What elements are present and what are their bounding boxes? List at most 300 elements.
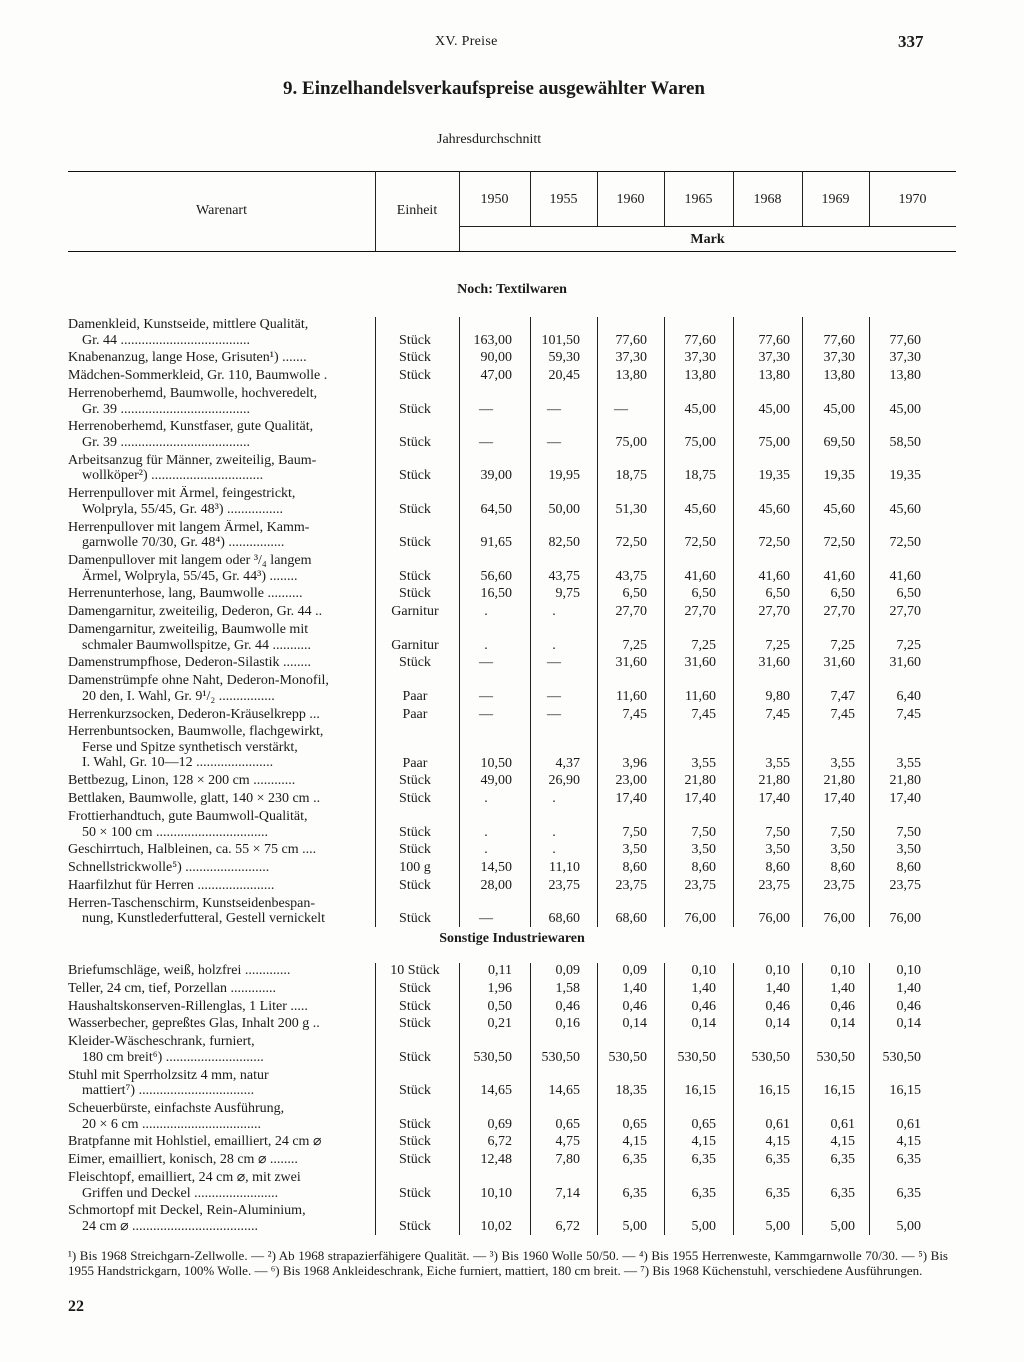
row-label-line: garnwolle 70/30, Gr. 48⁴) ................	[82, 535, 285, 551]
table-cell-value: 72,50	[684, 535, 716, 551]
table-cell-value: .	[552, 791, 556, 807]
table-row-label	[68, 368, 370, 384]
column-divider	[802, 963, 803, 1235]
table-cell-unit: Garnitur	[391, 604, 439, 620]
table-cell-value: 7,45	[622, 706, 647, 722]
table-cell-value: 4,15	[896, 1134, 921, 1150]
table-cell-value: —	[479, 911, 493, 927]
row-label-line: nung, Kunstlederfutteral, Gestell vernickelt	[82, 911, 325, 927]
table-cell-value: 6,35	[622, 1152, 647, 1168]
table-cell-value: —	[547, 401, 561, 417]
table-cell-value: 6,72	[487, 1134, 512, 1150]
row-label-line: Herrenunterhose, lang, Baumwolle ..........	[68, 586, 303, 602]
table-cell-value: 41,60	[823, 568, 855, 584]
table-cell-value: 23,00	[615, 773, 647, 789]
table-cell-value: 0,11	[488, 963, 512, 978]
table-cell-value: 1,40	[622, 980, 647, 996]
column-divider	[459, 317, 460, 927]
table-cell-value: 3,55	[830, 755, 855, 771]
table-row-label	[68, 553, 370, 584]
column-divider	[375, 317, 376, 927]
table-cell-unit: Stück	[399, 655, 431, 671]
table-cell-value: 5,00	[691, 1219, 716, 1234]
row-label-line: Gr. 44 .....................................	[82, 332, 250, 348]
row-label-line: Wasserbecher, gepreßtes Glas, Inhalt 200 g ..	[68, 1016, 320, 1032]
table-cell-value: 8,60	[896, 860, 921, 876]
table-cell-unit: Stück	[399, 368, 431, 384]
table-cell-unit: Stück	[399, 998, 431, 1014]
table-cell-value: 21,80	[889, 773, 921, 789]
row-label-line: Mädchen-Sommerkleid, Gr. 110, Baumwolle .	[68, 368, 328, 384]
column-divider	[733, 317, 734, 927]
table-row-label	[68, 419, 370, 450]
table-cell-value: 0,61	[896, 1116, 921, 1132]
table-cell-value: .	[484, 824, 488, 840]
table-cell-value: 23,75	[758, 878, 790, 893]
table-cell-value: 7,14	[555, 1185, 580, 1201]
table-cell-value: 6,50	[622, 586, 647, 602]
table-cell-unit: Stück	[399, 1152, 431, 1168]
table-cell-value: 43,75	[548, 568, 580, 584]
table-cell-value: 5,00	[830, 1219, 855, 1234]
table-cell-value: 28,00	[480, 878, 512, 893]
table-cell-value: 8,60	[691, 860, 716, 876]
row-label-line: 180 cm breit⁶) ............................	[82, 1049, 264, 1065]
column-divider	[597, 963, 598, 1235]
row-label-line: Herren-Taschenschirm, Kunstseidenbespan-	[68, 895, 316, 911]
table-cell-value: 16,15	[889, 1083, 921, 1099]
table-cell-value: 6,35	[830, 1152, 855, 1168]
table-cell-value: 3,50	[765, 842, 790, 858]
table-cell-value: 72,50	[758, 535, 790, 551]
table-cell-unit: Stück	[399, 350, 431, 366]
table-row-label	[68, 604, 370, 620]
row-label-line: Knabenanzug, lange Hose, Grisuten¹) .......	[68, 350, 307, 366]
table-cell-value: 530,50	[677, 1049, 716, 1065]
table-cell-value: 3,50	[622, 842, 647, 858]
table-row-label	[68, 1016, 370, 1032]
table-cell-unit: Paar	[402, 755, 428, 771]
row-label-line: Griffen und Deckel ........................	[82, 1185, 279, 1201]
table-cell-value: 76,00	[889, 911, 921, 927]
table-row-label	[68, 1170, 370, 1201]
row-label-line: Scheuerbürste, einfachste Ausführung,	[68, 1101, 285, 1116]
table-cell-value: 77,60	[758, 332, 790, 348]
table-cell-value: 13,80	[823, 368, 855, 384]
row-label-line: Bettbezug, Linon, 128 × 200 cm ............	[68, 773, 296, 789]
table-cell-value: 12,48	[480, 1152, 512, 1168]
column-divider	[869, 963, 870, 1235]
table-cell-unit: Stück	[399, 1185, 431, 1201]
row-label-line: Ferse und Spitze synthetisch verstärkt,	[82, 739, 298, 755]
table-cell-value: 530,50	[608, 1049, 647, 1065]
table-cell-value: 75,00	[758, 435, 790, 450]
table-row-label	[68, 809, 370, 840]
table-cell-value: .	[552, 842, 556, 858]
table-cell-value: 11,10	[549, 860, 580, 876]
table-cell-unit: Stück	[399, 878, 431, 893]
table-cell-value: 6,35	[622, 1185, 647, 1201]
table-cell-value: 0,16	[555, 1016, 580, 1032]
table-cell-value: 21,80	[684, 773, 716, 789]
table-cell-value: 0,46	[896, 998, 921, 1014]
table-cell-value: 27,70	[758, 604, 790, 620]
table-row-label	[68, 981, 370, 997]
table-cell-value: 8,60	[765, 860, 790, 876]
table-cell-value: 76,00	[684, 911, 716, 927]
table-cell-value: 45,60	[684, 501, 716, 517]
table-cell-value: 58,50	[889, 435, 921, 450]
table-row-label	[68, 773, 370, 789]
table-cell-value: 68,60	[615, 911, 647, 927]
table-cell-value: 11,60	[685, 688, 716, 704]
row-label-line: wollköper²) ................................	[82, 468, 264, 484]
table-row-label	[68, 878, 370, 894]
table-cell-value: 37,30	[684, 350, 716, 366]
table-cell-value: 72,50	[615, 535, 647, 551]
table-cell-value: 4,15	[765, 1134, 790, 1150]
table-cell-value: 530,50	[816, 1049, 855, 1065]
table-cell-value: 82,50	[548, 535, 580, 551]
table-cell-value: 27,70	[823, 604, 855, 620]
row-label-line: 20 × 6 cm ..................................	[82, 1116, 261, 1132]
table-row-label	[68, 586, 370, 602]
table-cell-value: 7,50	[896, 824, 921, 840]
table-cell-value: 6,40	[896, 688, 921, 704]
table-cell-value: 0,14	[896, 1016, 921, 1032]
table-row-label	[68, 486, 370, 517]
table-cell-unit: Stück	[399, 332, 431, 348]
table-cell-unit: Stück	[399, 1134, 431, 1150]
table-cell-unit: Stück	[399, 1219, 431, 1234]
table-cell-unit: Stück	[399, 773, 431, 789]
table-cell-value: 14,65	[548, 1083, 580, 1099]
row-label-line: Herrenpullover mit Ärmel, feingestrickt,	[68, 486, 296, 502]
table-cell-value: 10,50	[480, 755, 512, 771]
table-cell-unit: Stück	[399, 1016, 431, 1032]
table-cell-unit: Stück	[399, 842, 431, 858]
section-title: Noch: Textilwaren	[457, 282, 567, 297]
table-cell-unit: Stück	[399, 911, 431, 927]
row-label-line: Wolpryla, 55/45, Gr. 48³) ................	[82, 501, 283, 517]
row-label-line: 24 cm ⌀ ....................................	[82, 1218, 259, 1234]
table-cell-value: 7,25	[896, 637, 921, 653]
table-subtitle: Jahresdurchschnitt	[437, 132, 542, 147]
table-cell-value: 75,00	[615, 435, 647, 450]
row-label-line: Fleischtopf, emailliert, 24 cm ⌀, mit zwei	[68, 1170, 301, 1185]
table-cell-value: 13,80	[889, 368, 921, 384]
table-cell-value: 7,25	[830, 637, 855, 653]
table-cell-value: 31,60	[758, 655, 790, 671]
table-cell-value: 7,25	[765, 637, 790, 653]
row-label-line: I. Wahl, Gr. 10—12 ......................	[82, 755, 274, 771]
column-header-year: 1955	[549, 192, 578, 207]
table-cell-value: 0,10	[691, 963, 716, 978]
section-title: Sonstige Industriewaren	[439, 931, 585, 946]
row-label-line: 50 × 100 cm ................................	[82, 824, 268, 840]
table-row-label	[68, 1152, 370, 1168]
table-cell-value: 11,60	[616, 688, 647, 704]
table-row-label	[68, 453, 370, 484]
table-cell-unit: Stück	[399, 791, 431, 807]
table-cell-value: 39,00	[480, 468, 512, 484]
table-cell-value: 3,55	[765, 755, 790, 771]
column-header-year: 1969	[821, 192, 850, 207]
table-cell-value: .	[552, 637, 556, 653]
table-cell-value: 91,65	[480, 535, 512, 551]
table-cell-value: 9,80	[765, 688, 790, 704]
table-cell-value: —	[479, 655, 493, 671]
column-divider	[664, 317, 665, 927]
table-cell-value: .	[484, 842, 488, 858]
table-cell-value: 7,47	[830, 688, 855, 704]
table-cell-value: 18,75	[615, 468, 647, 484]
table-cell-value: 45,00	[889, 401, 921, 417]
table-cell-value: 7,25	[622, 637, 647, 653]
table-row-label	[68, 1034, 370, 1065]
table-cell-value: 41,60	[758, 568, 790, 584]
table-cell-value: 4,75	[555, 1134, 580, 1150]
table-cell-value: 13,80	[615, 368, 647, 384]
table-cell-value: 21,80	[758, 773, 790, 789]
table-cell-value: 50,00	[548, 501, 580, 517]
table-cell-value: 10,10	[480, 1185, 512, 1201]
table-cell-value: 4,15	[691, 1134, 716, 1150]
table-cell-value: 0,46	[622, 998, 647, 1014]
table-cell-unit: Stück	[399, 501, 431, 517]
table-cell-value: 0,14	[765, 1016, 790, 1032]
row-label-line: Briefumschläge, weiß, holzfrei .............	[68, 963, 291, 978]
table-cell-value: 7,50	[691, 824, 716, 840]
table-cell-unit: Stück	[399, 1083, 431, 1099]
row-label-line: Stuhl mit Sperrholzsitz 4 mm, natur	[68, 1067, 269, 1083]
table-cell-value: 530,50	[751, 1049, 790, 1065]
table-row-label	[68, 655, 370, 671]
table-row-label	[68, 1134, 370, 1150]
table-cell-unit: Stück	[399, 568, 431, 584]
table-cell-value: 17,40	[615, 791, 647, 807]
table-cell-value: 17,40	[684, 791, 716, 807]
table-cell-value: 1,58	[555, 980, 580, 996]
column-header-year: 1950	[480, 192, 509, 207]
table-row-label	[68, 999, 370, 1015]
table-cell-value: 1,96	[487, 980, 512, 996]
row-label-line: Bettlaken, Baumwolle, glatt, 140 × 230 cm ..	[68, 791, 321, 807]
table-cell-value: 0,65	[691, 1116, 716, 1132]
table-cell-value: 0,46	[555, 998, 580, 1014]
table-cell-value: .	[484, 791, 488, 807]
table-cell-value: 0,50	[487, 998, 512, 1014]
table-cell-value: 3,96	[622, 755, 647, 771]
table-cell-value: 6,50	[896, 586, 921, 602]
page-number: 337	[898, 32, 924, 51]
table-cell-value: 41,60	[889, 568, 921, 584]
table-cell-value: 45,00	[823, 401, 855, 417]
table-row-label	[68, 317, 370, 348]
table-cell-value: 45,60	[758, 501, 790, 517]
row-label-line: Eimer, emailliert, konisch, 28 cm ⌀ ........	[68, 1152, 298, 1168]
table-cell-value: 16,15	[684, 1083, 716, 1099]
table-cell-value: 23,75	[889, 878, 921, 893]
row-label-line: Geschirrtuch, Halbleinen, ca. 55 × 75 cm ....	[68, 842, 317, 858]
table-cell-value: 530,50	[473, 1049, 512, 1065]
column-divider	[733, 963, 734, 1235]
table-cell-value: 0,65	[555, 1116, 580, 1132]
table-cell-unit: Paar	[402, 688, 428, 704]
table-cell-value: 37,30	[758, 350, 790, 366]
table-cell-value: 77,60	[823, 332, 855, 348]
row-label-line: mattiert⁷) .................................	[82, 1083, 255, 1099]
table-cell-value: 5,00	[896, 1219, 921, 1234]
table-cell-value: 21,80	[823, 773, 855, 789]
table-cell-value: 1,40	[765, 980, 790, 996]
table-cell-value: 0,69	[487, 1116, 512, 1132]
column-header-year: 1968	[753, 192, 782, 207]
table-cell-value: 6,72	[555, 1219, 580, 1234]
table-cell-value: —	[479, 401, 493, 417]
row-label-line: Damengarnitur, zweiteilig, Baumwolle mit	[68, 622, 309, 637]
table-cell-value: 7,45	[896, 706, 921, 722]
table-cell-unit: Stück	[399, 435, 431, 450]
table-cell-value: 4,15	[830, 1134, 855, 1150]
table-cell-value: 17,40	[758, 791, 790, 807]
row-label-line: Bratpfanne mit Hohlstiel, emailliert, 24 cm ⌀	[68, 1134, 322, 1150]
table-cell-value: 6,35	[765, 1152, 790, 1168]
table-cell-value: 68,60	[548, 911, 580, 927]
table-cell-value: 5,00	[765, 1219, 790, 1234]
table-cell-value: 8,60	[830, 860, 855, 876]
row-label-line: 20 den, I. Wahl, Gr. 9¹/₂ ................	[82, 688, 275, 704]
table-cell-value: 76,00	[758, 911, 790, 927]
table-row-label	[68, 622, 370, 653]
table-cell-value: 17,40	[889, 791, 921, 807]
column-divider	[597, 317, 598, 927]
table-cell-value: 530,50	[541, 1049, 580, 1065]
table-cell-value: —	[547, 655, 561, 671]
table-cell-value: 77,60	[684, 332, 716, 348]
row-label-line: schmaler Baumwollspitze, Gr. 44 ...........	[82, 637, 312, 653]
table-row-label	[68, 842, 370, 858]
table-cell-value: 45,00	[758, 401, 790, 417]
column-header-year: 1960	[616, 192, 645, 207]
table-cell-value: 45,00	[684, 401, 716, 417]
table-row-label	[68, 673, 370, 704]
column-divider	[530, 963, 531, 1235]
table-cell-value: 6,35	[896, 1185, 921, 1201]
table-cell-value: 31,60	[684, 655, 716, 671]
table-cell-value: 6,35	[765, 1185, 790, 1201]
table-cell-value: 90,00	[480, 350, 512, 366]
table-cell-value: 23,75	[615, 878, 647, 893]
row-label-line: Kleider-Wäscheschrank, furniert,	[68, 1034, 255, 1050]
table-cell-value: 1,40	[691, 980, 716, 996]
table-cell-value: 45,60	[889, 501, 921, 517]
row-label-line: Herrenoberhemd, Kunstfaser, gute Qualität,	[68, 419, 314, 435]
column-divider	[530, 317, 531, 927]
row-label-line: Haarfilzhut für Herren ......................	[68, 878, 275, 893]
header-mid-rule	[459, 226, 956, 227]
table-cell-unit: Paar	[402, 706, 428, 722]
table-cell-value: 163,00	[473, 332, 512, 348]
table-cell-value: 19,95	[548, 468, 580, 484]
table-cell-unit: Stück	[399, 468, 431, 484]
table-cell-value: 0,10	[765, 963, 790, 978]
table-cell-value: 0,46	[830, 998, 855, 1014]
table-cell-value: 0,09	[555, 963, 580, 978]
table-cell-value: 19,35	[889, 468, 921, 484]
table-cell-unit: Stück	[399, 535, 431, 551]
table-row-label	[68, 791, 370, 807]
table-cell-value: 27,70	[615, 604, 647, 620]
table-cell-value: 3,55	[896, 755, 921, 771]
row-label-line: Herrenkurzsocken, Dederon-Kräuselkrepp ...	[68, 706, 320, 722]
table-cell-value: 1,40	[830, 980, 855, 996]
table-cell-value: 77,60	[615, 332, 647, 348]
row-label-line: Ärmel, Wolpryla, 55/45, Gr. 44³) ........	[82, 568, 298, 584]
table-cell-value: 23,75	[823, 878, 855, 893]
page-title-text: 9. Einzelhandelsverkaufspreise ausgewählter Waren	[283, 78, 705, 99]
table-cell-unit: Stück	[399, 824, 431, 840]
table-row-label	[68, 707, 370, 723]
table-cell-value: 76,00	[823, 911, 855, 927]
table-cell-value: 8,60	[622, 860, 647, 876]
table-cell-value: 0,65	[622, 1116, 647, 1132]
running-head: XV. Preise	[435, 34, 498, 49]
table-cell-value: 3,55	[691, 755, 716, 771]
table-cell-value: 3,50	[830, 842, 855, 858]
table-cell-value: 0,61	[830, 1116, 855, 1132]
row-label-line: Damenstrumpfhose, Dederon-Silastik ........	[68, 655, 312, 671]
row-label-line: Herrenpullover mit langem Ärmel, Kamm-	[68, 519, 310, 535]
table-cell-value: 75,00	[684, 435, 716, 450]
table-row-label	[68, 1101, 370, 1132]
table-cell-value: 31,60	[823, 655, 855, 671]
row-label-line: Damenpullover mit langem oder ³/₄ langem	[68, 553, 312, 568]
table-cell-value: 31,60	[889, 655, 921, 671]
table-cell-value: 23,75	[548, 878, 580, 893]
table-cell-value: 7,50	[622, 824, 647, 840]
row-label-line: Damengarnitur, zweiteilig, Dederon, Gr. 44 ..	[68, 604, 323, 620]
table-cell-value: —	[547, 706, 561, 722]
table-cell-unit: Stück	[399, 401, 431, 417]
row-label-line: Frottierhandtuch, gute Baumwoll-Qualität,	[68, 809, 308, 824]
table-cell-value: —	[479, 435, 493, 450]
table-cell-value: 13,80	[758, 368, 790, 384]
column-header-year: 1970	[898, 192, 927, 207]
table-cell-value: 37,30	[823, 350, 855, 366]
table-cell-value: 45,60	[823, 501, 855, 517]
table-cell-value: 4,15	[622, 1134, 647, 1150]
table-cell-value: 37,30	[889, 350, 921, 366]
table-cell-value: 0,14	[691, 1016, 716, 1032]
table-cell-unit: Stück	[399, 1049, 431, 1065]
table-cell-value: 23,75	[684, 878, 716, 893]
table-cell-unit: 10 Stück	[390, 963, 440, 978]
table-cell-value: 6,50	[830, 586, 855, 602]
table-cell-value: 7,80	[555, 1152, 580, 1168]
table-cell-value: .	[552, 824, 556, 840]
table-cell-value: .	[484, 604, 488, 620]
header-top-rule	[68, 171, 956, 172]
table-row-label	[68, 520, 370, 551]
table-cell-value: 101,50	[541, 332, 580, 348]
table-cell-value: 43,75	[615, 568, 647, 584]
table-cell-value: 6,35	[896, 1152, 921, 1168]
table-row-label	[68, 896, 370, 927]
row-label-line: Herrenbuntsocken, Baumwolle, flachgewirkt,	[68, 724, 324, 740]
table-cell-value: —	[614, 401, 628, 417]
table-cell-value: 7,50	[830, 824, 855, 840]
